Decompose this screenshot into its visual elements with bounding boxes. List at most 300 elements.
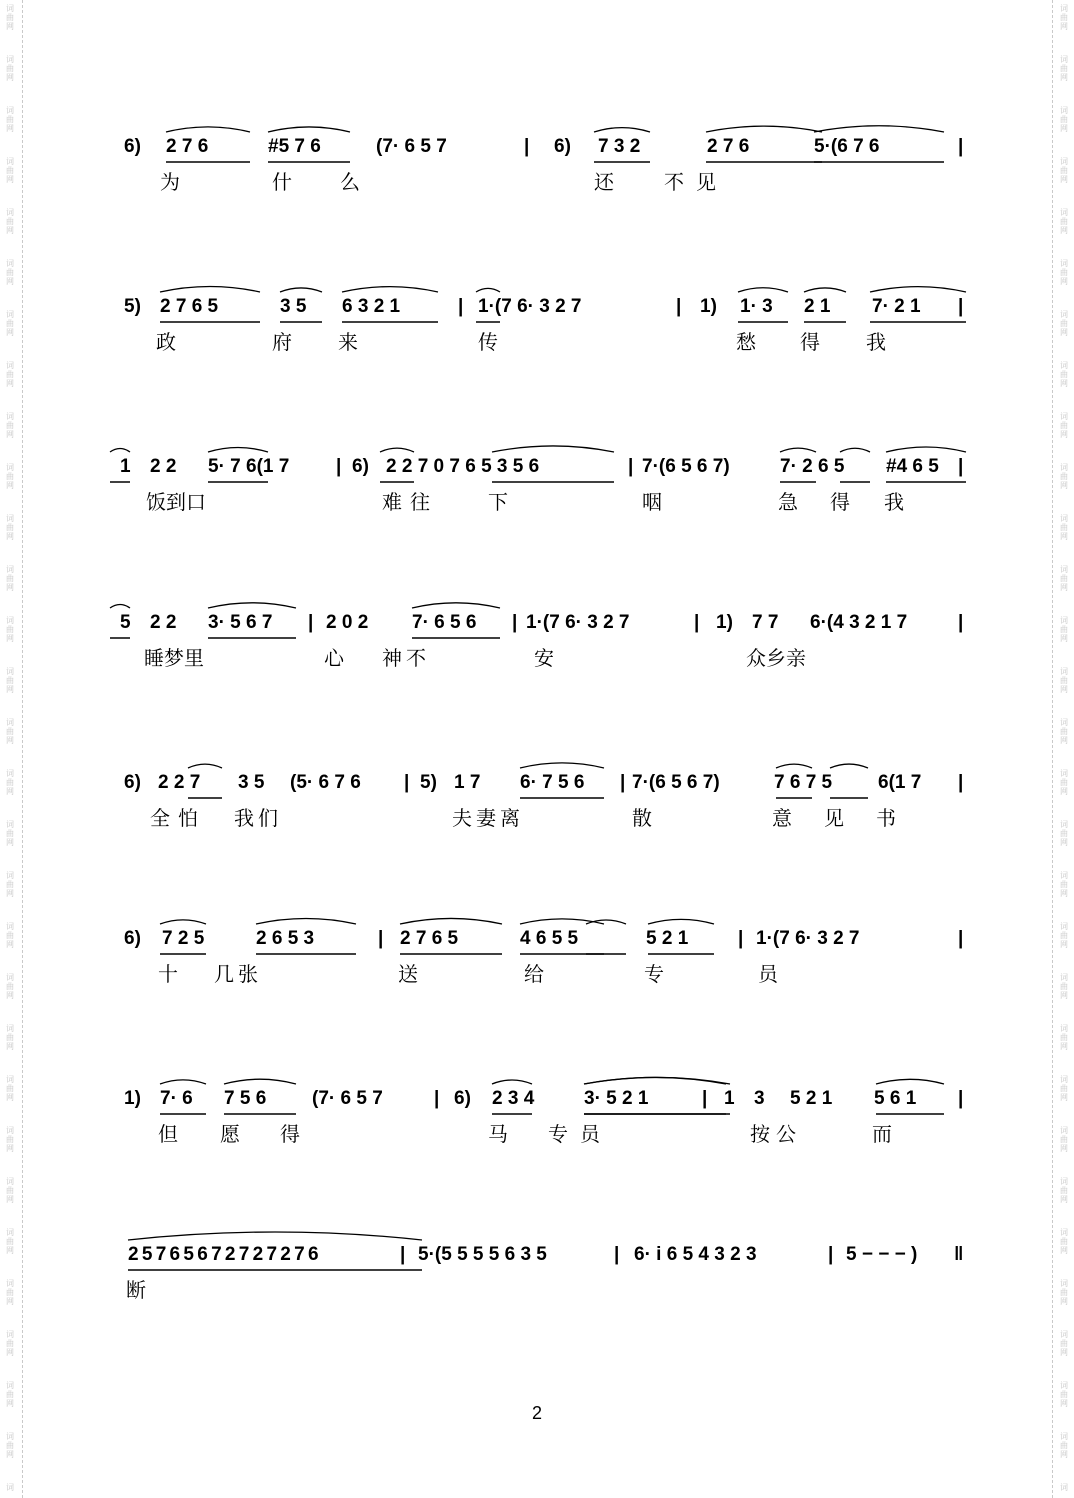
watermark-glyph: 词 [6,412,14,421]
barline: | [958,456,964,477]
lyric: 夫妻离 [452,806,524,830]
line-4-notes [0,602,1074,636]
note-group: 7 2 5 [162,928,205,949]
watermark-glyph: 网 [6,1144,14,1153]
watermark-glyph: 网 [1060,1399,1068,1408]
lyric: 心 [324,646,344,670]
lyric: 愁 [736,330,756,354]
watermark-glyph: 网 [6,1348,14,1357]
watermark-glyph: 曲 [6,931,14,940]
note-group: 1·(7 6· 3 2 7 [526,612,630,633]
watermark-glyph: 词 [1060,4,1068,13]
watermark-glyph: 网 [6,124,14,133]
line-5-notes [0,762,1074,796]
watermark-glyph: 网 [6,1297,14,1306]
watermark-glyph: 词 [6,820,14,829]
note-group: 6) [124,772,141,793]
lyric: 什 [272,170,292,194]
watermark-glyph: 词 [6,1075,14,1084]
note-group: 5) [124,296,141,317]
note-group: 1 [120,456,131,477]
lyric: 几张 [214,962,262,986]
watermark-glyph: 曲 [6,1186,14,1195]
note-group: 2 3 4 [492,1088,535,1109]
barline: | [434,1088,440,1109]
watermark-glyph: 词 [1060,1381,1068,1390]
barline: | [958,296,964,317]
watermark-glyph: 网 [6,175,14,184]
barline: | [702,1088,708,1109]
watermark-glyph: 曲 [1060,217,1068,226]
note-group: 3· 5 2 1 [584,1088,649,1109]
watermark-glyph: 曲 [6,64,14,73]
watermark-glyph: 词 [1060,565,1068,574]
watermark-glyph: 曲 [1060,1084,1068,1093]
watermark-glyph: 词 [6,259,14,268]
page-number: 2 [531,1403,542,1423]
note-group: 1· 3 [740,296,773,317]
barline: | [958,1088,964,1109]
watermark-glyph: 曲 [1060,1237,1068,1246]
line-7-lyrics [0,1118,1074,1146]
watermark-glyph: 网 [6,430,14,439]
lyric: 见 [824,806,844,830]
lyric: 专员 [548,1122,612,1146]
lyric: 全怕 [150,806,206,830]
note-group: 6(1 7 [878,772,922,793]
watermark-glyph: 词 [1060,412,1068,421]
note-group: 6· i 6 5 4 3 2 3 [634,1244,757,1265]
lyric: 按公 [750,1122,802,1146]
barline: | [512,612,518,633]
watermark-glyph: 词 [6,565,14,574]
line-3-lyrics [0,486,1074,514]
note-group: 7 6 7 5 [774,772,833,793]
watermark-glyph: 词 [6,514,14,523]
lyric: 不见 [664,170,728,194]
note-group: 5) [420,772,437,793]
lyric: 意 [772,806,792,830]
watermark-glyph: 词 [1060,1432,1068,1441]
watermark-glyph: 曲 [6,523,14,532]
lyric: 众乡亲 [746,646,806,670]
barline: | [336,456,342,477]
note-group: 2 7 6 [166,136,209,157]
watermark-glyph: 词 [6,1432,14,1441]
watermark-glyph: 曲 [6,472,14,481]
barline: | [378,928,384,949]
barline: | [676,296,682,317]
watermark-glyph: 曲 [1060,1186,1068,1195]
note-group: 5 [120,612,131,633]
lyric: 睡梦里 [144,646,204,670]
barline: | [404,772,410,793]
lyric: 政 [156,330,176,354]
note-group: 2 5 7 6 5 6 7 2 7 2 7 2 7 6 [128,1244,318,1265]
watermark-glyph: 词 [1060,667,1068,676]
watermark-glyph: 词 [6,973,14,982]
watermark-glyph: 曲 [1060,13,1068,22]
watermark-glyph: 词 [6,55,14,64]
watermark-glyph: 曲 [6,778,14,787]
note-group: 2 0 2 [326,612,369,633]
watermark-glyph: 词 [1060,616,1068,625]
watermark-glyph: 网 [1060,175,1068,184]
watermark-glyph: 词 [6,361,14,370]
lyric: 十 [158,962,178,986]
watermark-glyph: 词 [1060,1228,1068,1237]
watermark-glyph: 曲 [6,268,14,277]
note-group: 2 2 7 0 7 6 5 3 5 6 [386,456,540,477]
watermark-glyph: 词 [6,1279,14,1288]
watermark-glyph: 词 [1060,1126,1068,1135]
watermark-glyph: 曲 [1060,370,1068,379]
watermark-glyph: 词 [1060,973,1068,982]
lyric: 神不 [382,646,430,670]
watermark-glyph: 曲 [1060,1135,1068,1144]
lyric: 给 [524,962,544,986]
note-group: 1) [700,296,717,317]
watermark-glyph: 曲 [1060,829,1068,838]
watermark-glyph: 网 [1060,1042,1068,1051]
note-group: 7· 2 6 5 [780,456,845,477]
note-group: 2 7 6 5 [160,296,219,317]
note-group: 4 6 5 5 [520,928,579,949]
barline: | [308,612,314,633]
watermark-glyph: 网 [6,1450,14,1459]
watermark-glyph: 网 [6,940,14,949]
watermark-glyph: 词 [1060,106,1068,115]
note-group: 2 2 7 [158,772,201,793]
watermark-glyph: 词 [1060,208,1068,217]
watermark-glyph: 网 [1060,838,1068,847]
note-group: 5 2 1 [790,1088,833,1109]
watermark-glyph: 词 [6,769,14,778]
watermark-glyph: 网 [6,73,14,82]
barline: | [400,1244,406,1265]
note-group: 2 2 [150,612,177,633]
watermark-glyph: 网 [1060,634,1068,643]
watermark-glyph: 词 [1060,157,1068,166]
watermark-glyph: 网 [6,277,14,286]
watermark-glyph: 网 [1060,481,1068,490]
lyric: 咽 [642,490,662,514]
note-group: 5 6 1 [874,1088,917,1109]
note-group: 6) [454,1088,471,1109]
lyric: 还 [594,170,614,194]
line-4-lyrics [0,642,1074,670]
note-group: 3· 5 6 7 [208,612,273,633]
watermark-glyph: 曲 [1060,1390,1068,1399]
watermark-glyph: 词 [1060,769,1068,778]
note-group: 5·(6 7 6 [814,136,880,157]
note-group: 1 [724,1088,735,1109]
barline: | [958,612,964,633]
barline: | [694,612,700,633]
watermark-glyph: 词 [6,922,14,931]
watermark-glyph: 词 [1060,310,1068,319]
watermark-glyph: 曲 [6,370,14,379]
watermark-glyph: 网 [1060,991,1068,1000]
watermark-glyph: 曲 [1060,931,1068,940]
barline: | [458,296,464,317]
watermark-glyph: 曲 [1060,1033,1068,1042]
barline: | [620,772,626,793]
lyric: 为 [160,170,180,194]
watermark-glyph: 词 [6,310,14,319]
watermark-glyph: 词 [1060,718,1068,727]
barline: | [958,928,964,949]
watermark-glyph: 词 [1060,820,1068,829]
watermark-glyph: 网 [6,379,14,388]
watermark-glyph: 词 [1060,871,1068,880]
note-group: 6 3 2 1 [342,296,401,317]
note-group: 2 6 5 3 [256,928,315,949]
watermark-glyph: 词 [6,4,14,13]
note-group: 1·(7 6· 3 2 7 [756,928,860,949]
watermark-glyph: 曲 [6,1441,14,1450]
lyric: 传 [478,330,498,354]
lyric: 府 [272,330,292,354]
line-2-notes [0,286,1074,320]
lyric: 下 [488,490,508,514]
watermark-glyph: 曲 [1060,676,1068,685]
watermark-glyph: 网 [6,991,14,1000]
note-group: 3 5 [280,296,307,317]
watermark-glyph: 网 [6,22,14,31]
note-group: 6) [124,928,141,949]
line-1-notes [0,126,1074,160]
watermark-glyph: 曲 [1060,421,1068,430]
watermark-glyph: 曲 [6,319,14,328]
watermark-glyph: 网 [6,1195,14,1204]
line-7-notes [0,1078,1074,1112]
note-group: 6·(4 3 2 1 7 [810,612,908,633]
lyric: 难往 [382,490,438,514]
note-group: 1 7 [454,772,481,793]
watermark-glyph: 曲 [6,166,14,175]
watermark-glyph: 曲 [1060,727,1068,736]
note-group: 7· 2 1 [872,296,921,317]
lyric: 我 [866,330,886,354]
watermark-glyph: 词 [6,463,14,472]
line-6-notes [0,918,1074,952]
note-group: 1·(7 6· 3 2 7 [478,296,582,317]
watermark-glyph: 网 [1060,73,1068,82]
watermark-glyph: 词 [6,616,14,625]
watermark-glyph: 词 [6,1177,14,1186]
watermark-glyph: 曲 [6,829,14,838]
watermark-glyph: 曲 [1060,625,1068,634]
watermark-glyph: 词 [1060,1483,1068,1492]
watermark-glyph: 词 [6,1126,14,1135]
note-group: 5·(5 5 5 5 6 3 5 [418,1244,547,1265]
watermark-glyph: 曲 [1060,472,1068,481]
watermark-glyph: 词 [1060,1330,1068,1339]
lyric: 得 [830,490,850,514]
watermark-glyph: 网 [1060,787,1068,796]
lyric: 我们 [234,806,282,830]
watermark-glyph: 网 [6,838,14,847]
note-group: 2 7 6 [707,136,750,157]
lyric: 而 [872,1122,892,1146]
note-group: 5 2 1 [646,928,689,949]
watermark-glyph: 曲 [1060,1441,1068,1450]
watermark-glyph: 网 [1060,736,1068,745]
watermark-glyph: 网 [1060,328,1068,337]
watermark-glyph: 词 [1060,463,1068,472]
watermark-glyph: 网 [1060,124,1068,133]
watermark-glyph: 网 [6,685,14,694]
watermark-glyph: 曲 [6,880,14,889]
watermark-glyph: 网 [1060,1450,1068,1459]
note-group: (7· 6 5 7 [376,136,447,157]
watermark-glyph: 网 [1060,226,1068,235]
watermark-glyph: 曲 [1060,1288,1068,1297]
watermark-glyph: 网 [6,1246,14,1255]
watermark-glyph: 曲 [1060,268,1068,277]
watermark-glyph: 词 [6,667,14,676]
lyric: 书 [876,806,896,830]
watermark-glyph: 网 [6,634,14,643]
watermark-glyph: 网 [1060,379,1068,388]
note-group: 5 − − − ) [846,1244,918,1265]
note-group: 1) [124,1088,141,1109]
watermark-glyph: 词 [6,718,14,727]
watermark-glyph: 曲 [6,1084,14,1093]
watermark-glyph: 网 [6,328,14,337]
watermark-glyph: 词 [1060,259,1068,268]
barline: | [614,1244,620,1265]
watermark-glyph: 网 [6,226,14,235]
watermark-glyph: 网 [6,787,14,796]
watermark-glyph: 网 [1060,1195,1068,1204]
watermark-glyph: 曲 [6,1237,14,1246]
note-group: 7· 6 [160,1088,193,1109]
watermark-glyph: 网 [1060,583,1068,592]
watermark-glyph: 词 [6,1024,14,1033]
watermark-glyph: 曲 [6,115,14,124]
note-group: 2 2 [150,456,177,477]
watermark-glyph: 网 [6,1042,14,1051]
watermark-glyph: 网 [6,583,14,592]
watermark-glyph: 曲 [6,1390,14,1399]
note-group: 6) [352,456,369,477]
watermark-glyph: 曲 [6,217,14,226]
watermark-glyph: 曲 [6,676,14,685]
barline: | [628,456,634,477]
lyric: 马 [488,1122,508,1146]
watermark-glyph: 网 [1060,685,1068,694]
lyric: 送 [398,962,418,986]
watermark-glyph: 曲 [6,421,14,430]
watermark-glyph: 网 [1060,940,1068,949]
watermark-glyph: 曲 [6,1135,14,1144]
watermark-glyph: 曲 [1060,64,1068,73]
watermark-glyph: 词 [6,1330,14,1339]
watermark-glyph: 网 [1060,889,1068,898]
note-group: 7 5 6 [224,1088,267,1109]
note-group: 7 3 2 [598,136,641,157]
note-group: 6) [124,136,141,157]
note-group: 5· 7 6(1 7 [208,456,290,477]
watermark-glyph: 词 [6,1483,14,1492]
note-group: 7·(6 5 6 7) [632,772,720,793]
watermark-glyph: 网 [1060,430,1068,439]
watermark-glyph: 词 [6,871,14,880]
watermark-glyph: 曲 [6,625,14,634]
watermark-glyph: 网 [6,1399,14,1408]
watermark-glyph: 曲 [1060,1339,1068,1348]
watermark-glyph: 曲 [6,727,14,736]
note-group: 3 5 [238,772,265,793]
note-group: 3 [754,1088,765,1109]
watermark-glyph: 词 [1060,55,1068,64]
lyric: 断 [126,1278,146,1302]
watermark-glyph: 曲 [6,1033,14,1042]
barline: | [738,928,744,949]
lyric: 安 [534,646,554,670]
lyric: 来 [338,330,358,354]
watermark-glyph: 网 [1060,22,1068,31]
note-group: (5· 6 7 6 [290,772,361,793]
barline: | [524,136,530,157]
watermark-glyph: 网 [6,532,14,541]
watermark-glyph: 词 [1060,1024,1068,1033]
watermark-glyph: 曲 [1060,574,1068,583]
watermark-glyph: 词 [1060,361,1068,370]
lyric: 员 [758,962,778,986]
watermark-glyph: 网 [1060,1144,1068,1153]
watermark-glyph: 词 [1060,1279,1068,1288]
watermark-glyph: 网 [6,736,14,745]
lyric: 急 [778,490,798,514]
lyric: 么 [340,170,360,194]
watermark-glyph: 网 [1060,1093,1068,1102]
watermark-glyph: 曲 [1060,115,1068,124]
watermark-glyph: 曲 [1060,880,1068,889]
lyric: 饭到口 [146,490,206,514]
watermark-glyph: 网 [1060,277,1068,286]
watermark-glyph: 词 [1060,1075,1068,1084]
watermark-glyph: 词 [1060,1177,1068,1186]
watermark-glyph: 曲 [6,574,14,583]
watermark-glyph: 曲 [6,1339,14,1348]
note-group: 2 7 6 5 [400,928,459,949]
note-group: 1) [716,612,733,633]
barline: | [828,1244,834,1265]
note-group: 6) [554,136,571,157]
note-group: 2 1 [804,296,831,317]
line-3-notes [0,446,1074,480]
note-group: 6· 7 5 6 [520,772,585,793]
watermark-glyph: 网 [1060,1246,1068,1255]
watermark-glyph: 网 [6,889,14,898]
note-group: 7· 6 5 6 [412,612,477,633]
line-2-lyrics [0,326,1074,354]
note-group: #4 6 5 [886,456,939,477]
line-1-lyrics [0,166,1074,194]
line-6-lyrics [0,958,1074,986]
watermark-glyph: 曲 [1060,166,1068,175]
watermark-glyph: 曲 [1060,523,1068,532]
watermark-glyph: 词 [6,208,14,217]
line-8-notes [0,1234,1074,1268]
note-group: (7· 6 5 7 [312,1088,383,1109]
final-barline: ‖ [954,1244,964,1265]
watermark-glyph: 曲 [1060,982,1068,991]
watermark-glyph: 曲 [1060,778,1068,787]
